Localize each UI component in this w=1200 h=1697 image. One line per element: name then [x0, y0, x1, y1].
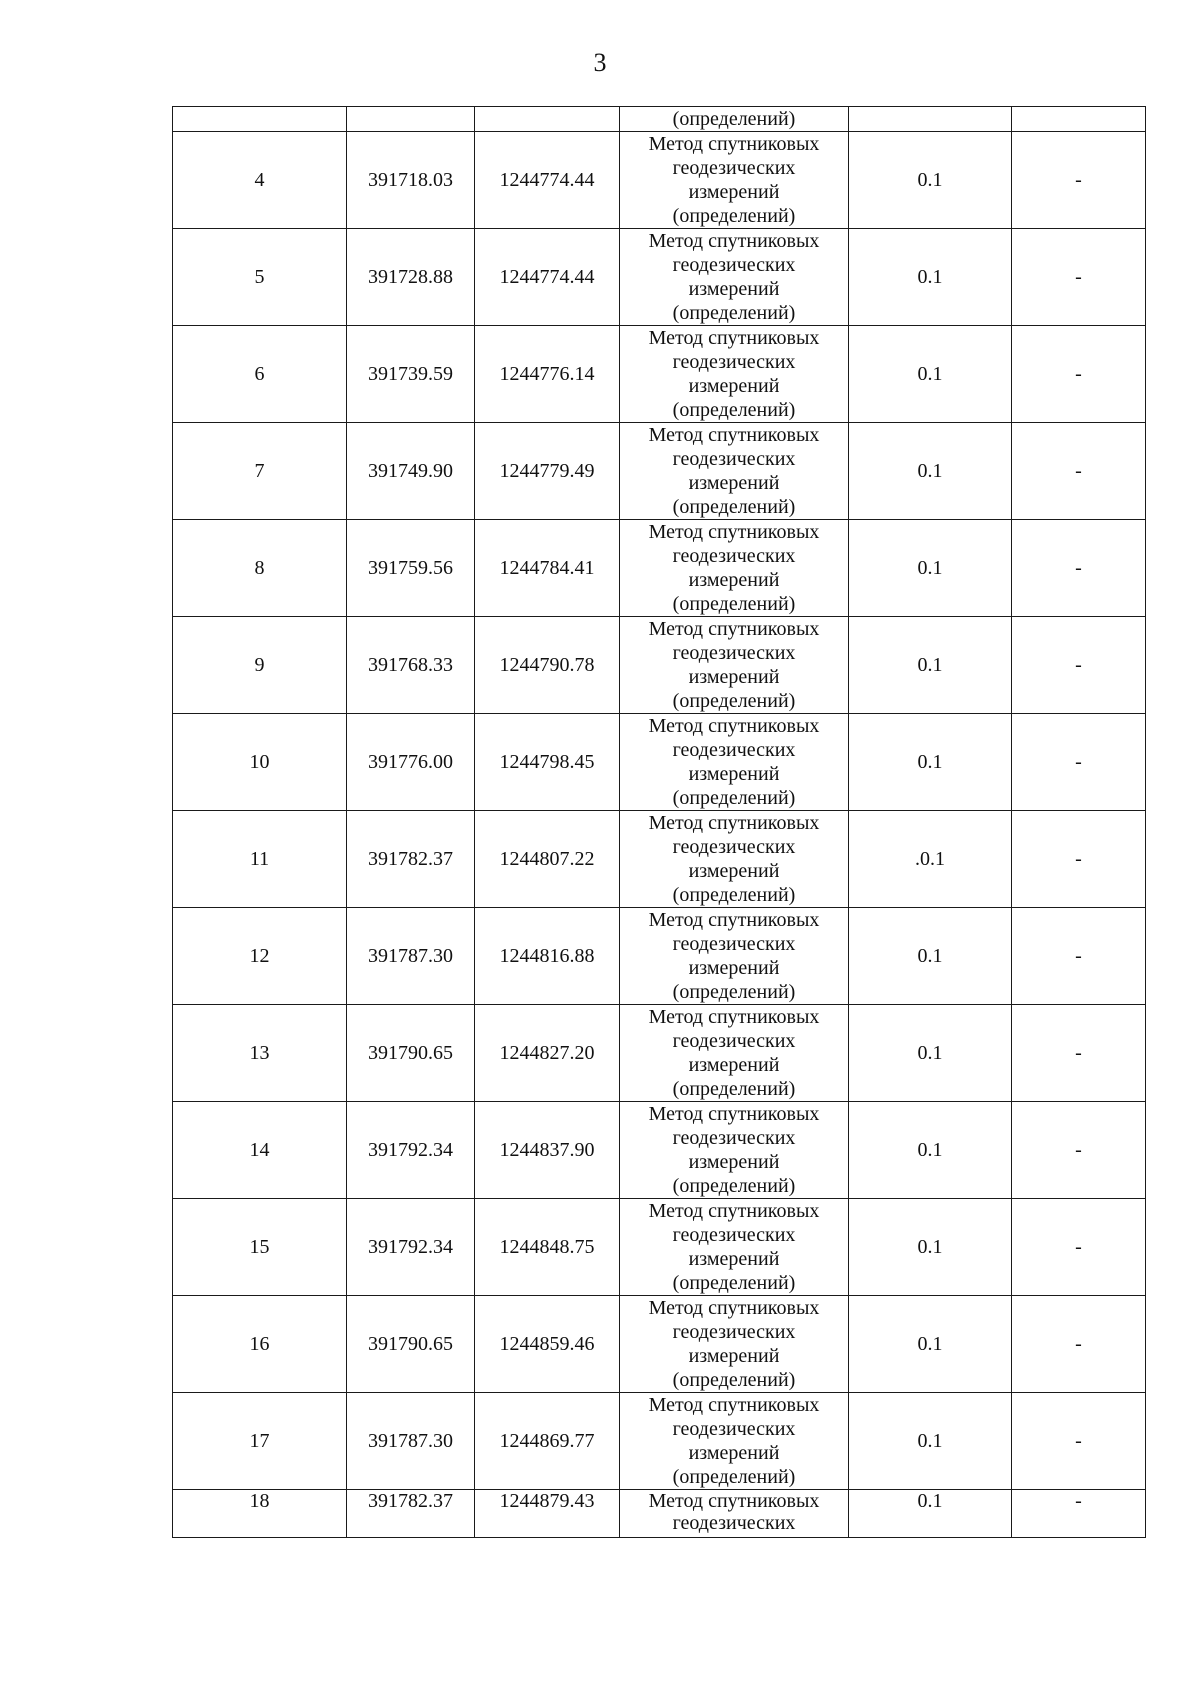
- method-line: Метод спутниковых: [648, 230, 820, 252]
- accuracy-cell: 0.1: [849, 132, 1012, 229]
- y-coordinate-cell: 1244807.22: [475, 811, 620, 908]
- description-cell: [1012, 107, 1146, 132]
- method-line: геодезических: [672, 642, 796, 664]
- point-number-cell: 12: [173, 908, 347, 1005]
- x-coordinate-cell: 391782.37: [347, 1490, 475, 1538]
- method-line: измерений: [688, 472, 780, 494]
- method-line: измерений: [688, 1054, 780, 1076]
- method-line: измерений: [688, 666, 780, 688]
- method-line: (определений): [672, 593, 796, 615]
- method-line: измерений: [688, 957, 780, 979]
- description-cell: -: [1012, 132, 1146, 229]
- accuracy-cell: 0.1: [849, 1296, 1012, 1393]
- accuracy-cell: 0.1: [849, 617, 1012, 714]
- point-number-cell: 11: [173, 811, 347, 908]
- x-coordinate-cell: 391787.30: [347, 1393, 475, 1490]
- method-cell: [620, 1005, 849, 1102]
- method-line: геодезических: [672, 351, 796, 373]
- method-line: (определений): [672, 1369, 796, 1391]
- method-cell: [620, 811, 849, 908]
- method-line: измерений: [688, 1248, 780, 1270]
- method-cell: [620, 1393, 849, 1490]
- method-line: Метод спутниковых: [648, 812, 820, 834]
- accuracy-cell: 0.1: [849, 229, 1012, 326]
- point-number-cell: 14: [173, 1102, 347, 1199]
- x-coordinate-cell: 391728.88: [347, 229, 475, 326]
- method-cell: [620, 714, 849, 811]
- method-line: измерений: [688, 1442, 780, 1464]
- method-line: Метод спутниковых: [648, 133, 820, 155]
- method-cell: [620, 520, 849, 617]
- x-coordinate-cell: [347, 107, 475, 132]
- method-line: Метод спутниковых: [648, 1490, 820, 1512]
- method-line: геодезических: [672, 157, 796, 179]
- description-cell: -: [1012, 520, 1146, 617]
- description-cell: -: [1012, 617, 1146, 714]
- method-line: (определений): [672, 981, 796, 1003]
- description-cell: -: [1012, 1393, 1146, 1490]
- table-row: [173, 1490, 1146, 1538]
- x-coordinate-cell: 391718.03: [347, 132, 475, 229]
- method-line: геодезических: [672, 1512, 796, 1534]
- description-cell: -: [1012, 714, 1146, 811]
- method-line: геодезических: [672, 1030, 796, 1052]
- method-line: измерений: [688, 278, 780, 300]
- x-coordinate-cell: 391782.37: [347, 811, 475, 908]
- table-row: [173, 1005, 1146, 1102]
- method-cell: [620, 1199, 849, 1296]
- method-line: геодезических: [672, 448, 796, 470]
- method-line: Метод спутниковых: [648, 1103, 820, 1125]
- method-line: (определений): [672, 399, 796, 421]
- accuracy-cell: 0.1: [849, 908, 1012, 1005]
- method-line: (определений): [672, 690, 796, 712]
- y-coordinate-cell: 1244776.14: [475, 326, 620, 423]
- method-line: Метод спутниковых: [648, 424, 820, 446]
- table-row: [173, 326, 1146, 423]
- x-coordinate-cell: 391768.33: [347, 617, 475, 714]
- y-coordinate-cell: 1244779.49: [475, 423, 620, 520]
- method-line: измерений: [688, 1151, 780, 1173]
- accuracy-cell: 0.1: [849, 1199, 1012, 1296]
- method-cell: [620, 908, 849, 1005]
- method-line: (определений): [672, 1466, 796, 1488]
- method-cell: [620, 1102, 849, 1199]
- description-cell: -: [1012, 423, 1146, 520]
- table-row: [173, 423, 1146, 520]
- point-number-cell: 6: [173, 326, 347, 423]
- table-row: [173, 229, 1146, 326]
- method-line: измерений: [688, 375, 780, 397]
- table-row: [173, 908, 1146, 1005]
- method-line: (определений): [672, 884, 796, 906]
- x-coordinate-cell: 391739.59: [347, 326, 475, 423]
- description-cell: -: [1012, 811, 1146, 908]
- y-coordinate-cell: 1244774.44: [475, 229, 620, 326]
- continued-row: [173, 107, 1146, 132]
- method-line: геодезических: [672, 739, 796, 761]
- page-number: 3: [593, 48, 607, 77]
- accuracy-cell: [849, 107, 1012, 132]
- point-number-cell: 7: [173, 423, 347, 520]
- method-line: Метод спутниковых: [648, 1200, 820, 1222]
- point-number-cell: 8: [173, 520, 347, 617]
- table-row: [173, 714, 1146, 811]
- description-cell: -: [1012, 1490, 1146, 1538]
- method-line: геодезических: [672, 1321, 796, 1343]
- method-line: геодезических: [672, 933, 796, 955]
- coordinates-table: [172, 106, 1146, 1538]
- method-cell: [620, 1296, 849, 1393]
- method-line: Метод спутниковых: [648, 715, 820, 737]
- method-line: геодезических: [672, 1224, 796, 1246]
- point-number-cell: 16: [173, 1296, 347, 1393]
- point-number-cell: [173, 107, 347, 132]
- x-coordinate-cell: 391790.65: [347, 1296, 475, 1393]
- x-coordinate-cell: 391749.90: [347, 423, 475, 520]
- method-line: Метод спутниковых: [648, 1297, 820, 1319]
- table-row: [173, 1102, 1146, 1199]
- accuracy-cell: 0.1: [849, 1102, 1012, 1199]
- accuracy-cell: 0.1: [849, 1393, 1012, 1490]
- method-line: (определений): [672, 1078, 796, 1100]
- y-coordinate-cell: [475, 107, 620, 132]
- point-number-cell: 15: [173, 1199, 347, 1296]
- method-cell: [620, 326, 849, 423]
- y-coordinate-cell: 1244774.44: [475, 132, 620, 229]
- method-line: измерений: [688, 763, 780, 785]
- method-line: Метод спутниковых: [648, 1006, 820, 1028]
- method-cell: (определений): [620, 107, 849, 132]
- table-row: [173, 132, 1146, 229]
- description-cell: -: [1012, 1102, 1146, 1199]
- method-line: измерений: [688, 569, 780, 591]
- method-line: Метод спутниковых: [648, 327, 820, 349]
- coordinates-table-body: [173, 107, 1146, 1538]
- method-line: (определений): [672, 1175, 796, 1197]
- x-coordinate-cell: 391792.34: [347, 1102, 475, 1199]
- method-cell: [620, 229, 849, 326]
- method-line: измерений: [688, 1345, 780, 1367]
- point-number-cell: 18: [173, 1490, 347, 1538]
- accuracy-cell: 0.1: [849, 1005, 1012, 1102]
- y-coordinate-cell: 1244837.90: [475, 1102, 620, 1199]
- accuracy-cell: 0.1: [849, 714, 1012, 811]
- description-cell: -: [1012, 908, 1146, 1005]
- method-line: геодезических: [672, 836, 796, 858]
- method-cell: [620, 1490, 849, 1538]
- table-row: [173, 617, 1146, 714]
- description-cell: -: [1012, 1199, 1146, 1296]
- description-cell: -: [1012, 229, 1146, 326]
- method-line: (определений): [672, 1272, 796, 1294]
- point-number-cell: 10: [173, 714, 347, 811]
- point-number-cell: 5: [173, 229, 347, 326]
- x-coordinate-cell: 391759.56: [347, 520, 475, 617]
- y-coordinate-cell: 1244879.43: [475, 1490, 620, 1538]
- y-coordinate-cell: 1244798.45: [475, 714, 620, 811]
- method-cell: [620, 423, 849, 520]
- y-coordinate-cell: 1244816.88: [475, 908, 620, 1005]
- table-row: [173, 1296, 1146, 1393]
- point-number-cell: 13: [173, 1005, 347, 1102]
- y-coordinate-cell: 1244859.46: [475, 1296, 620, 1393]
- y-coordinate-cell: 1244784.41: [475, 520, 620, 617]
- method-cell: [620, 617, 849, 714]
- x-coordinate-cell: 391790.65: [347, 1005, 475, 1102]
- x-coordinate-cell: 391792.34: [347, 1199, 475, 1296]
- table-row: [173, 1199, 1146, 1296]
- point-number-cell: 17: [173, 1393, 347, 1490]
- table-row: [173, 811, 1146, 908]
- method-line: (определений): [672, 496, 796, 518]
- method-line: Метод спутниковых: [648, 618, 820, 640]
- y-coordinate-cell: 1244790.78: [475, 617, 620, 714]
- y-coordinate-cell: 1244869.77: [475, 1393, 620, 1490]
- method-line: измерений: [688, 860, 780, 882]
- description-cell: -: [1012, 1296, 1146, 1393]
- point-number-cell: 9: [173, 617, 347, 714]
- accuracy-cell: 0.1: [849, 423, 1012, 520]
- accuracy-cell: 0.1: [849, 326, 1012, 423]
- point-number-cell: 4: [173, 132, 347, 229]
- y-coordinate-cell: 1244848.75: [475, 1199, 620, 1296]
- method-line: Метод спутниковых: [648, 1394, 820, 1416]
- table-row: [173, 520, 1146, 617]
- method-line: геодезических: [672, 254, 796, 276]
- description-cell: -: [1012, 326, 1146, 423]
- method-line: (определений): [672, 787, 796, 809]
- method-line: (определений): [672, 205, 796, 227]
- method-line: Метод спутниковых: [648, 521, 820, 543]
- accuracy-cell: 0.1: [849, 1490, 1012, 1538]
- accuracy-cell: 0.1: [849, 520, 1012, 617]
- method-line: геодезических: [672, 1418, 796, 1440]
- method-line: геодезических: [672, 1127, 796, 1149]
- method-line: Метод спутниковых: [648, 909, 820, 931]
- y-coordinate-cell: 1244827.20: [475, 1005, 620, 1102]
- table-row: [173, 1393, 1146, 1490]
- method-line: геодезических: [672, 545, 796, 567]
- description-cell: -: [1012, 1005, 1146, 1102]
- method-line: (определений): [672, 302, 796, 324]
- method-line: измерений: [688, 181, 780, 203]
- accuracy-cell: .0.1: [849, 811, 1012, 908]
- x-coordinate-cell: 391787.30: [347, 908, 475, 1005]
- method-cell: [620, 132, 849, 229]
- x-coordinate-cell: 391776.00: [347, 714, 475, 811]
